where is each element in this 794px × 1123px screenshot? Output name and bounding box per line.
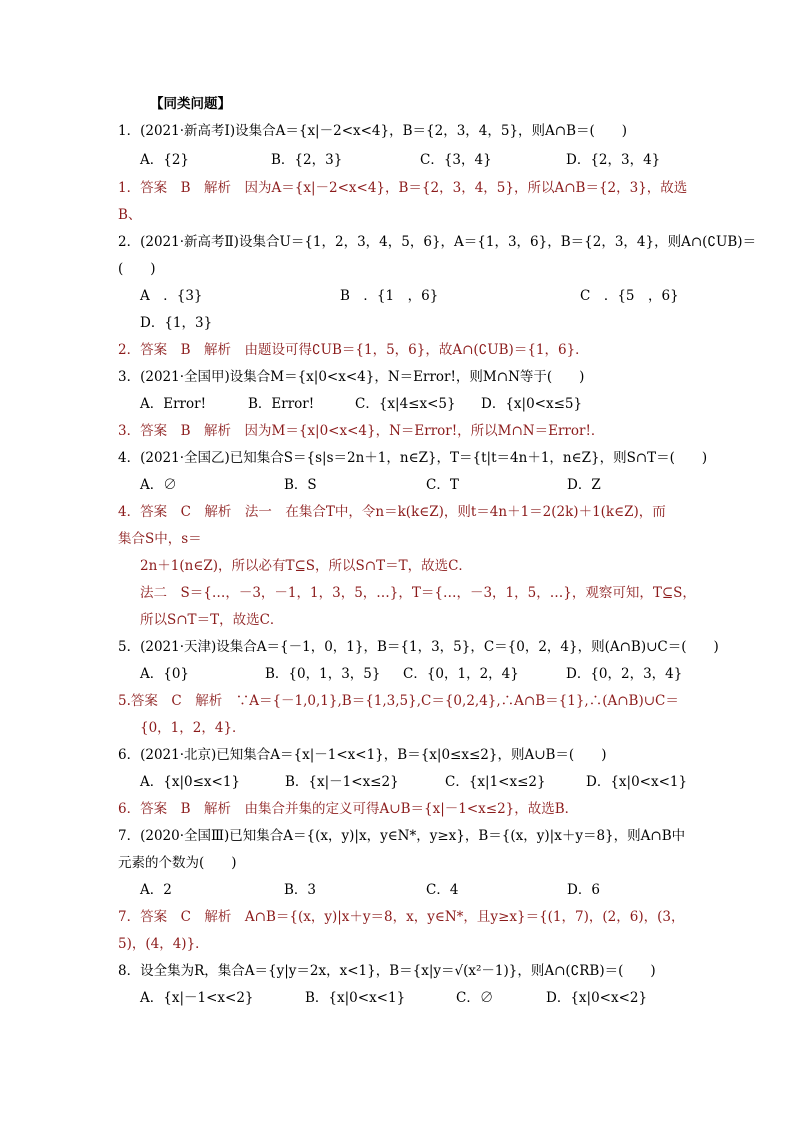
question-line: 6．(2021·北京)已知集合A＝{x|－1<x<1}，B＝{x|0≤x≤2}，则A∪B＝( ) (118, 747, 607, 763)
answer-option: D．{0，2，3，4} (566, 666, 683, 682)
question-line: 5．(2021·天津)设集合A＝{－1，0，1}，B＝{1，3，5}，C＝{0，2，4}，则(A∩B)∪C＝( ) (118, 639, 719, 655)
answer-option: A．Error! (140, 396, 207, 412)
answer-line: 5.答案 C 解析 ∵A＝{－1,0,1},B＝{1,3,5},C＝{0,2,4},∴A∩B＝{1},∴(A∩B)∪C＝ (118, 693, 679, 709)
answer-option: A．2 (140, 882, 172, 898)
answer-option: D．Z (567, 477, 601, 493)
answer-option: B．Error! (248, 396, 315, 412)
answer-option: B．S (284, 477, 317, 493)
answer-option: D．{2，3，4} (566, 152, 661, 168)
answer-line: 3．答案 B 解析 因为M＝{x|0<x<4}，N＝Error!，所以M∩N＝Error!． (118, 423, 605, 439)
answer-option: A．∅ (140, 477, 177, 493)
answer-option: C．{x|4≤x<5} (355, 396, 456, 412)
question-line: 3．(2021·全国甲)设集合M＝{x|0<x<4}，N＝Error!，则M∩N等于( ) (118, 369, 585, 385)
answer-line: 5)，(4，4)}． (118, 936, 209, 952)
answer-option: A ．{3} (140, 288, 203, 304)
answer-option: C．{3，4} (420, 152, 492, 168)
answer-option: A．{0} (140, 666, 190, 682)
answer-option: B．{x|－1<x≤2} (285, 774, 399, 790)
answer-line: 法二 S＝{…，－3，－1，1，3，5，…}，T＝{…，－3，1，5，…}，观察可知，T⊆S， (140, 585, 696, 601)
question-line: 元素的个数为( ) (118, 855, 237, 871)
question-line: 1．(2021·新高考Ⅰ)设集合A＝{x|－2<x<4}，B＝{2，3，4，5}，则A∩B＝( ) (118, 123, 628, 139)
answer-line: 4．答案 C 解析 法一 在集合T中，令n＝k(k∈Z)，则t＝4n＋1＝2(2k)＋1(k∈Z)，而 (118, 504, 666, 520)
answer-line: 7．答案 C 解析 A∩B＝{(x，y)|x＋y＝8，x，y∈N*，且y≥x}＝{(1，7)，(2，6)，(3， (118, 909, 685, 925)
question-line: 8．设全集为R，集合A＝{y|y＝2x，x<1}，B＝{x|y＝√(x²－1)}，则A∩(∁RB)＝( ) (118, 963, 656, 979)
answer-line: 6．答案 B 解析 由集合并集的定义可得A∪B＝{x|－1<x≤2}，故选B． (118, 801, 579, 817)
answer-option: B．{x|0<x<1} (305, 990, 406, 1006)
answer-option: A．{x|－1<x<2} (140, 990, 254, 1006)
answer-option: C．{0，1，2，4} (403, 666, 519, 682)
answer-line: 2n＋1(n∈Z)，所以必有T⊆S，所以S∩T＝T，故选C． (140, 558, 472, 574)
answer-line: 2．答案 B 解析 由题设可得∁UB＝{1，5，6}，故A∩(∁UB)＝{1，6}． (118, 342, 589, 358)
answer-option: B．{2，3} (271, 152, 343, 168)
question-line: ( ) (118, 261, 156, 277)
answer-option: B．{0，1，3，5} (265, 666, 381, 682)
answer-option: C．T (426, 477, 459, 493)
answer-option: C．{x|1<x≤2} (445, 774, 546, 790)
answer-line: 所以S∩T＝T，故选C． (140, 612, 284, 628)
answer-option: D．6 (567, 882, 600, 898)
question-line: 2．(2021·新高考Ⅱ)设集合U＝{1，2，3，4，5，6}，A＝{1，3，6}，B＝{2，3，4}，则A∩(∁UB)＝ (118, 234, 757, 250)
answer-option: A．{x|0≤x<1} (140, 774, 241, 790)
answer-option: B．3 (284, 882, 317, 898)
answer-option: C ．{5 ，6} (580, 288, 679, 304)
answer-option: C．4 (426, 882, 459, 898)
question-line: 4．(2021·全国乙)已知集合S＝{s|s＝2n＋1，n∈Z}，T＝{t|t＝4n＋1，n∈Z}，则S∩T＝( ) (118, 450, 708, 466)
answer-line: B、 (118, 207, 142, 223)
answer-option: D．{x|0<x≤5} (481, 396, 583, 412)
answer-line: {0，1，2，4}． (140, 720, 246, 736)
answer-option: D．{x|0<x<2} (546, 990, 648, 1006)
answer-option: A．{2} (140, 152, 190, 168)
answer-line: 1．答案 B 解析 因为A＝{x|－2<x<4}，B＝{2，3，4，5}，所以A∩B＝{2，3}，故选 (118, 180, 688, 196)
answer-line: 集合S中，s＝ (118, 531, 202, 547)
answer-option: B ．{1 ，6} (340, 288, 439, 304)
answer-option: C．∅ (456, 990, 494, 1006)
answer-option: D．{1，3} (140, 315, 213, 331)
answer-option: D．{x|0<x<1} (586, 774, 688, 790)
section-title: 【同类问题】 (150, 96, 231, 112)
question-line: 7．(2020·全国Ⅲ)已知集合A＝{(x，y)|x，y∈N*，y≥x}，B＝{(x，y)|x＋y＝8}，则A∩B中 (118, 828, 686, 844)
